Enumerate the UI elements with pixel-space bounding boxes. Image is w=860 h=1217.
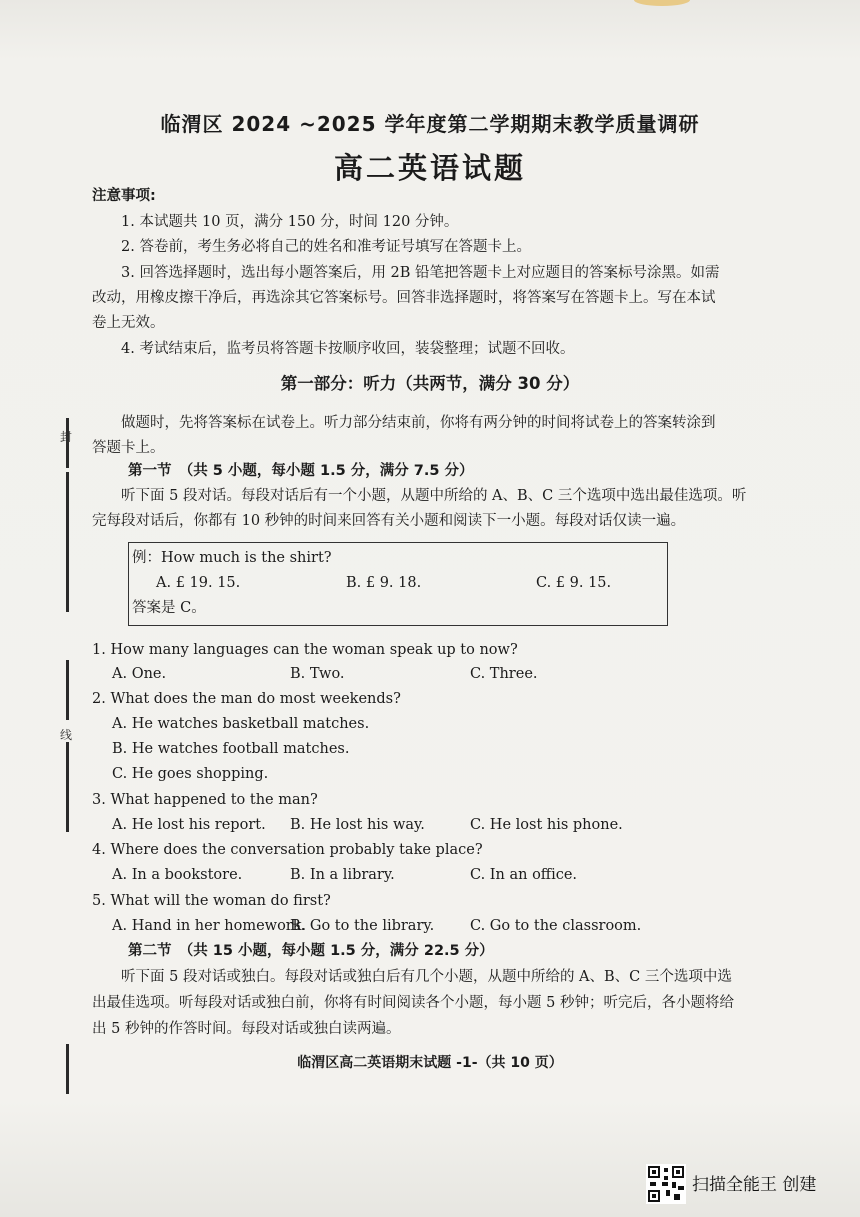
notice-item: 4. 考试结束后，监考员将答题卡按顺序收回，装袋整理；试题不回收。 (121, 341, 575, 357)
section2-instructions: 听下面 5 段对话或独白。每段对话或独白后有几个小题，从题中所给的 A、B、C 三个选项中选 (121, 969, 732, 985)
paper-title: 高二英语试题 (333, 151, 526, 185)
option: C. He lost his phone. (470, 817, 623, 833)
example-answer: 答案是 C。 (132, 600, 206, 616)
page-footer: 临渭区高二英语期末试题 -1-（共 10 页） (297, 1055, 563, 1071)
notice-item: 改动，用橡皮擦干净后，再选涂其它答案标号。回答非选择题时，将答案写在答题卡上。写在本试 (92, 290, 716, 306)
notice-item: 1. 本试题共 10 页，满分 150 分，时间 120 分钟。 (121, 214, 459, 230)
question-3: 3. What happened to the man? (92, 792, 318, 808)
part1-heading: 第一部分：听力（共两节，满分 30 分） (280, 374, 580, 393)
option: A. One. (112, 666, 167, 682)
option: A. Hand in her homework. (112, 918, 307, 934)
qr-code-icon (646, 1164, 686, 1204)
section1-instructions: 听下面 5 段对话。每段对话后有一个小题，从题中所给的 A、B、C 三个选项中选出最佳选项。听 (121, 488, 747, 504)
scanner-watermark: 扫描全能王 创建 (692, 1175, 817, 1195)
option: B. In a library. (290, 867, 395, 883)
binding-mark-xian: 线 (60, 728, 73, 742)
section2-heading: 第二节 （共 15 小题，每小题 1.5 分，满分 22.5 分） (128, 943, 494, 959)
binding-mark-feng: 封 (60, 430, 73, 444)
exam-title: 临渭区 2024 ~2025 学年度第二学期期末教学质量调研 (160, 112, 700, 136)
option: B. Two. (290, 666, 345, 682)
part1-intro: 答题卡上。 (92, 440, 165, 456)
section1-instructions: 完每段对话后，你都有 10 秒钟的时间来回答有关小题和阅读下一小题。每段对话仅读一遍。 (92, 513, 686, 529)
binding-line (66, 472, 69, 612)
option: A. He lost his report. (112, 817, 266, 833)
notice-heading: 注意事项: (92, 188, 156, 204)
section1-heading: 第一节 （共 5 小题，每小题 1.5 分，满分 7.5 分） (128, 463, 474, 479)
option: B. He watches football matches. (112, 741, 350, 757)
notice-item: 2. 答卷前，考生务必将自己的姓名和准考证号填写在答题卡上。 (121, 239, 531, 255)
question-5: 5. What will the woman do first? (92, 893, 331, 909)
example-option-a: A. £ 19. 15. (156, 575, 241, 591)
question-2: 2. What does the man do most weekends? (92, 691, 401, 707)
option: A. He watches basketball matches. (112, 716, 370, 732)
option: B. Go to the library. (290, 918, 435, 934)
option: C. Three. (470, 666, 538, 682)
part1-intro: 做题时，先将答案标在试卷上。听力部分结束前，你将有两分钟的时间将试卷上的答案转涂到 (121, 415, 716, 431)
notice-item: 3. 回答选择题时，选出每小题答案后，用 2B 铅笔把答题卡上对应题目的答案标号涂黑。如需 (121, 265, 720, 281)
example-question: 例：How much is the shirt? (132, 550, 332, 566)
example-option-b: B. £ 9. 18. (346, 575, 422, 591)
option: C. He goes shopping. (112, 766, 269, 782)
notice-item: 卷上无效。 (92, 315, 165, 331)
section2-instructions: 出 5 秒钟的作答时间。每段对话或独白读两遍。 (92, 1021, 401, 1037)
example-option-c: C. £ 9. 15. (536, 575, 612, 591)
option: A. In a bookstore. (112, 867, 243, 883)
option: C. Go to the classroom. (470, 918, 642, 934)
question-4: 4. Where does the conversation probably take place? (92, 842, 483, 858)
binding-line (66, 742, 69, 832)
question-1: 1. How many languages can the woman speak up to now? (92, 642, 518, 658)
section2-instructions: 出最佳选项。听每段对话或独白前，你将有时间阅读各个小题，每小题 5 秒钟；听完后，各小题将给 (92, 995, 734, 1011)
option: B. He lost his way. (290, 817, 425, 833)
option: C. In an office. (470, 867, 578, 883)
binding-line (66, 660, 69, 720)
